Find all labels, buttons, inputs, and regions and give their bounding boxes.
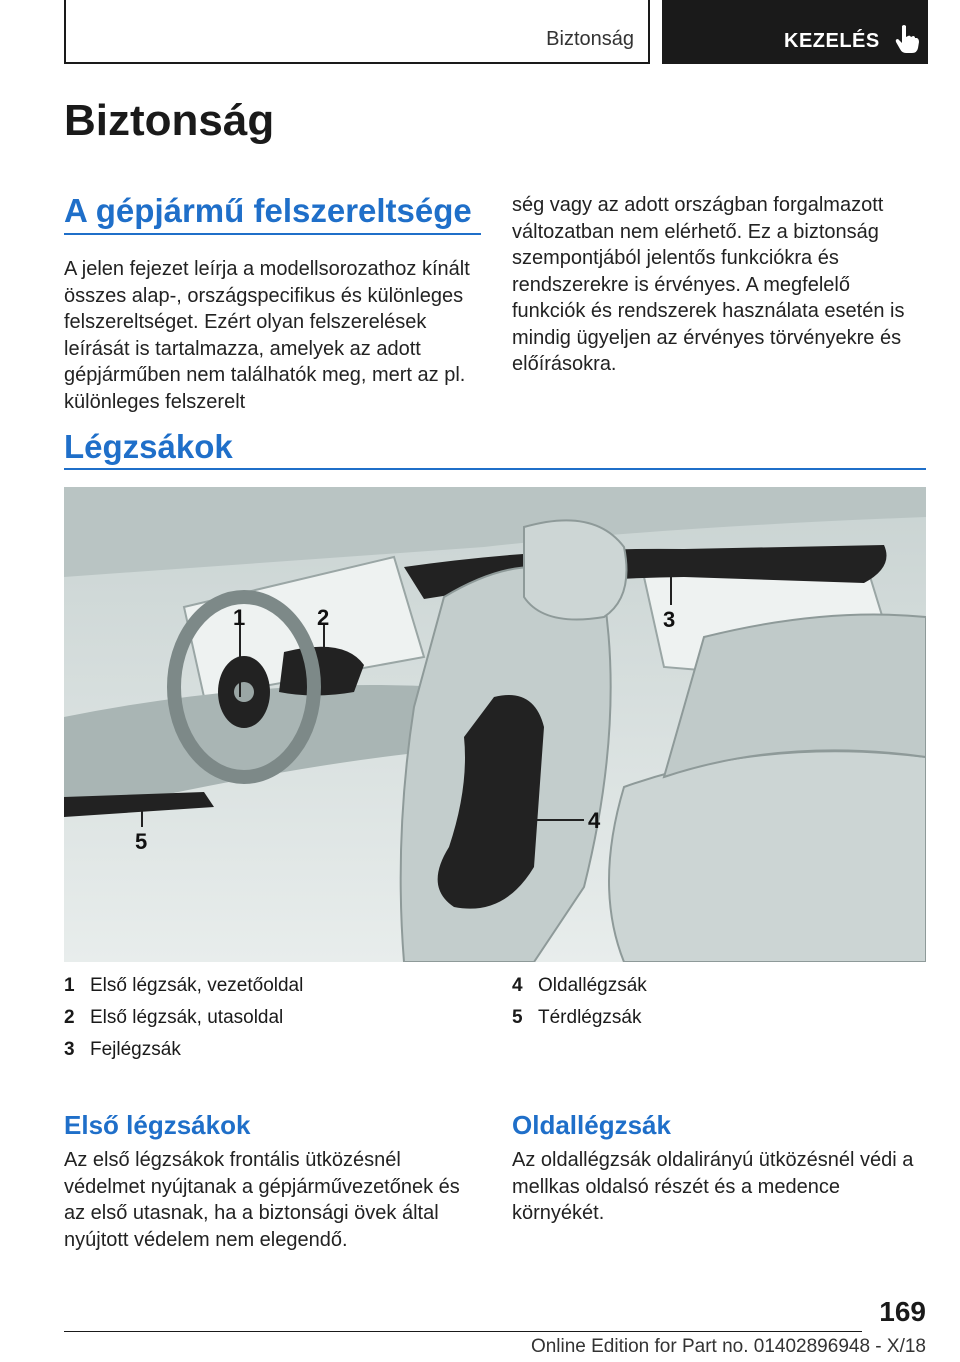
legend-number: 5	[512, 1007, 523, 1028]
header-section-tab	[64, 0, 650, 64]
list-item	[64, 970, 303, 1002]
list-item	[512, 1002, 647, 1034]
list-item	[64, 1034, 303, 1066]
figure-legend-right	[512, 970, 647, 1034]
legend-number: 3	[64, 1039, 75, 1060]
header-chapter-title: KEZELÉS	[784, 30, 880, 52]
side-airbag-heading: Oldallégzsák	[512, 1110, 671, 1140]
legend-text: Térdlégzsák	[538, 1007, 642, 1028]
list-item	[64, 1002, 303, 1034]
legend-text: Első légzsák, utasoldal	[90, 1007, 284, 1028]
figure-label-4: 4	[588, 808, 601, 833]
legend-text: Oldallégzsák	[538, 975, 647, 996]
header-chapter-tab	[662, 0, 928, 64]
page-number: 169	[879, 1296, 926, 1327]
legend-number: 2	[64, 1007, 75, 1028]
footer-rule	[64, 1331, 862, 1332]
front-airbags-paragraph: Az első légzsákok frontális ütközésnél védelmet nyújtanak a gépjárművezetőnek és az első utasnak, ha a biztonsági övek által nyújtott védelem nem elegendő.	[64, 1149, 460, 1251]
hand-pointer-icon	[894, 24, 920, 54]
legend-text: Első légzsák, vezetőoldal	[90, 975, 304, 996]
vehicle-equipment-heading: A gépjármű felszereltsége	[64, 192, 472, 229]
footer-edition-text: Online Edition for Part no. 01402896948 - X/18	[530, 1336, 926, 1357]
legend-number: 1	[64, 975, 75, 996]
list-item	[512, 970, 647, 1002]
figure-label-5: 5	[135, 829, 148, 854]
airbags-heading: Légzsákok	[64, 428, 233, 465]
intro-paragraph-col2: ség vagy az adott országban forgalmazott változatban nem elérhető. Ez a biztonság szempontjából jelentős funkciókra és rendszerekre is érvényes. A megfelelő funkciók és rendszerek használata esetén is mindig ügyeljen az érvényes törvényekre és előírásokra.	[512, 194, 905, 375]
figure-legend-left	[64, 970, 303, 1066]
legend-number: 4	[512, 975, 523, 996]
intro-paragraph-col1: A jelen fejezet leírja a modellsorozathoz kínált összes alap-, országspecifikus és különleges felszereltséget. Ezért olyan felszerelések leírását is tartalmazza, amelyek az adott gépjárműben nem találhatók meg, mert az pl. különleges felszerelt	[64, 258, 470, 413]
car-interior-illustration	[64, 487, 926, 962]
side-airbag-paragraph: Az oldallégzsák oldalirányú ütközésnél védi a mellkas oldalsó részét és a medence környékét.	[512, 1149, 914, 1224]
legend-text: Fejlégzsák	[90, 1039, 181, 1060]
airbag-locations-figure	[64, 487, 926, 962]
heading-rule	[64, 468, 926, 470]
figure-label-2: 2	[317, 605, 330, 630]
heading-rule	[64, 233, 481, 235]
figure-label-3: 3	[663, 607, 676, 632]
page-title: Biztonság	[64, 96, 275, 145]
figure-label-1: 1	[233, 605, 246, 630]
front-airbags-heading: Első légzsákok	[64, 1110, 251, 1140]
header-section-title: Biztonság	[546, 28, 634, 50]
